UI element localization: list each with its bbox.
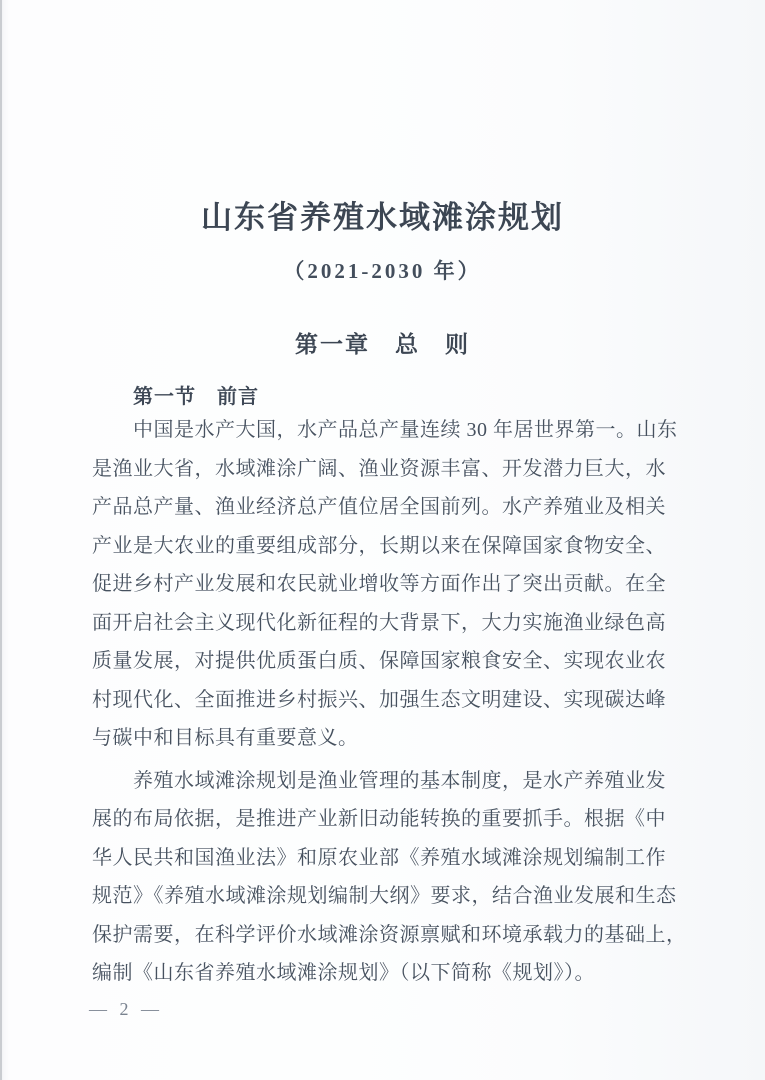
body-line: 与碳中和目标具有重要意义。 (92, 727, 359, 749)
page-number: — 2 — (89, 999, 163, 1019)
chapter-heading: 第一章 总 则 (295, 331, 470, 357)
scan-edge (0, 0, 2, 1080)
body-line: 展的布局依据，是推进产业新旧动能转换的重要抓手。根据《中 (92, 808, 666, 830)
body-line: 村现代化、全面推进乡村振兴、加强生态文明建设、实现碳达峰 (92, 688, 666, 711)
body-line: 是渔业大省，水域滩涂广阔、渔业资源丰富、开发潜力巨大，水 (92, 457, 666, 480)
body-line: 质量发展，对提供优质蛋白质、保障国家粮食安全、实现农业农 (92, 650, 666, 672)
body-line: 面开启社会主义现代化新征程的大背景下，大力实施渔业绿色高 (92, 611, 666, 634)
document-subtitle: （2021-2030 年） (283, 259, 482, 283)
body-line: 中国是水产大国，水产品总产量连续 30 年居世界第一。山东 (133, 419, 678, 441)
section-heading: 第一节 前言 (133, 386, 259, 408)
body-line: 促进乡村产业发展和农民就业增收等方面作出了突出贡献。在全 (92, 573, 666, 595)
paragraph (92, 762, 687, 993)
document-title: 山东省养殖水域滩涂规划 (201, 200, 564, 235)
body-paragraphs (92, 411, 687, 993)
body-line: 产业是大农业的重要组成部分，长期以来在保障国家食物安全、 (92, 534, 666, 557)
body-line: 华人民共和国渔业法》和原农业部《养殖水域滩涂规划编制工作 (92, 846, 666, 869)
body-line: 产品总产量、渔业经济总产值位居全国前列。水产养殖业及相关 (92, 496, 666, 518)
body-line: 规范》《养殖水域滩涂规划编制大纲》要求，结合渔业发展和生态 (92, 885, 677, 907)
paragraph (92, 411, 684, 758)
body-line: 编制《山东省养殖水域滩涂规划》（以下简称《规划》）。 (92, 962, 595, 984)
body-line: 保护需要，在科学评价水域滩涂资源禀赋和环境承载力的基础上， (92, 923, 687, 946)
body-line: 养殖水域滩涂规划是渔业管理的基本制度，是水产养殖业发 (133, 769, 666, 792)
